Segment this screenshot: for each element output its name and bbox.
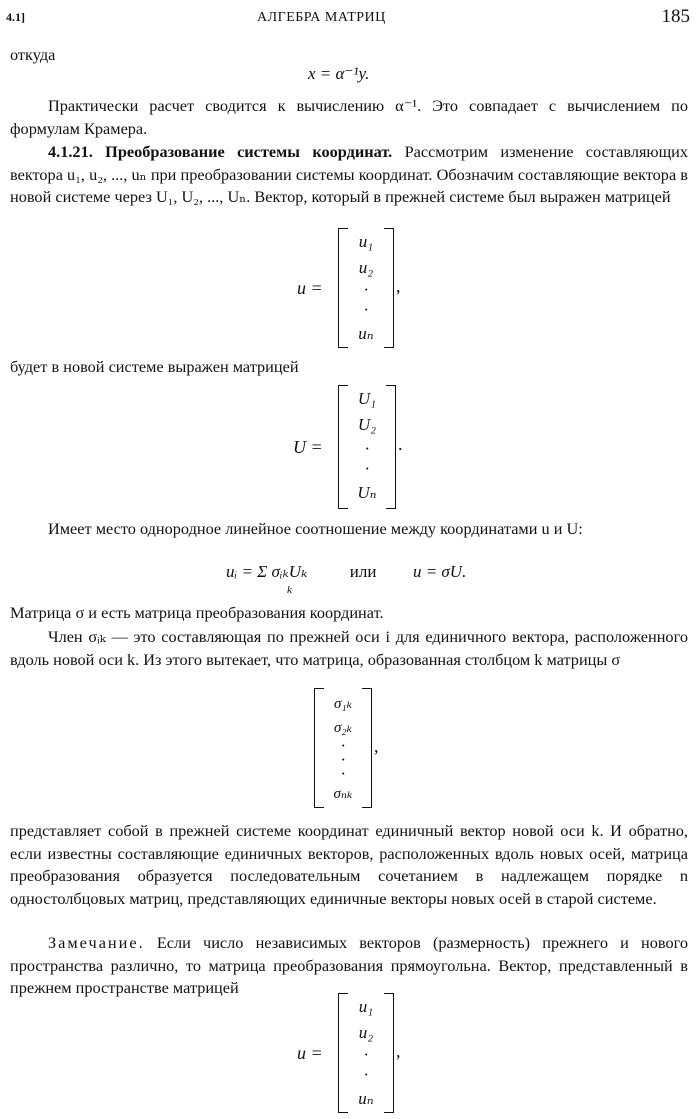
matrix-u-lhs: u = — [297, 278, 323, 298]
matrix-sigma-column — [314, 688, 372, 808]
matrix-u-item-2: u₂ — [358, 258, 374, 277]
paragraph-remark — [10, 932, 688, 1000]
matrix-U-lhs: U = — [293, 437, 323, 457]
chapter-title: АЛГЕБРА МАТРИЦ — [257, 10, 386, 25]
matrix-U-item-4: · — [364, 459, 370, 478]
page-number: 185 — [661, 6, 690, 27]
matrix-U — [338, 385, 396, 509]
paragraph-sigma-matrix: Матрица σ и есть матрица преобразования координат. — [10, 603, 384, 622]
equation-matrix-part: u = σU. — [412, 562, 467, 581]
matrix-sigma-item-6: σₙₖ — [333, 786, 353, 802]
running-header — [0, 4, 700, 30]
remark-body: Если число независимых векторов (размерность) прежнего и нового пространства различно, то матрица преобразования прямоугольна. Вектор, представленный в прежнем пространстве матрицей — [10, 933, 689, 998]
section-heading: 4.1.21. Преобразование системы координат. — [48, 142, 393, 161]
matrix-sigma-item-4: · — [340, 750, 346, 769]
matrix-u — [338, 228, 394, 348]
matrix-sigma-punct: , — [374, 736, 379, 756]
matrix-sigma-item-2: σ₂ₖ — [333, 720, 353, 736]
matrix-u2-item-2: u₂ — [358, 1023, 374, 1042]
matrix-u-item-5: uₙ — [358, 324, 374, 343]
matrix-sigma-item-3: · — [340, 736, 346, 755]
paragraph-practical: Практически расчет сводится к вычислению α⁻¹. Это совпадает с вычислением по формулам Крамера. — [10, 96, 688, 138]
matrix-u2-punct: , — [396, 1041, 401, 1061]
matrix-U-item-5: Uₙ — [357, 483, 377, 502]
equation-sum-part: uᵢ = Σ σᵢₖUₖ — [226, 562, 308, 581]
matrix-sigma-item-5: · — [340, 764, 346, 783]
equation-or: или — [349, 562, 377, 581]
paragraph-new-system: будет в новой системе выражен матрицей — [10, 357, 299, 376]
section-body: Рассмотрим изменение составляющих вектора u₁, u₂, ..., uₙ при преобразовании системы координат. Обозначим составляющие вектора в новой системе через U₁, U₂, ..., Uₙ. Вектор, который в прежней системе был выражен матрицей — [10, 142, 688, 207]
paragraph-linear-relation: Имеет место однородное линейное соотношение между координатами u и U: — [48, 519, 583, 538]
matrix-u-item-4: · — [363, 300, 369, 319]
matrix-u2 — [338, 993, 394, 1113]
matrix-u2-item-3: · — [363, 1045, 369, 1064]
paragraph-otkuda: откуда — [10, 45, 56, 64]
matrix-u-item-1: u₁ — [358, 232, 374, 251]
matrix-u2-item-4: · — [363, 1065, 369, 1084]
section-number: 4.1] — [6, 10, 25, 24]
matrix-U-item-3: · — [364, 439, 370, 458]
remark-lead: Замечание. — [48, 933, 145, 952]
matrix-u2-lhs: u = — [297, 1043, 323, 1063]
paragraph-sigma-element: Член σᵢₖ — это составляющая по прежней оси i для единичного вектора, расположенного вдоль новой оси k. Из этого вытекает, что матрица, образованная столбцом k матрицы σ — [10, 627, 688, 669]
matrix-U-item-2: U₂ — [357, 415, 377, 434]
paragraph-coordinate-transform — [10, 141, 688, 209]
equation-x-inverse: x = α⁻¹y. — [308, 64, 370, 83]
matrix-u2-item-1: u₁ — [358, 997, 374, 1016]
matrix-U-item-1: U₁ — [357, 389, 377, 408]
paragraph-unit-vector: представляет собой в прежней системе координат единичный вектор новой оси k. И обратно, если известны составляющие единичных векторов, расположенных вдоль новых осей, матрица преобразования образуется последовательным сочетанием в надлежащем порядке n одностолбцовых матриц, представляющих единичные векторы новых осей в старой системе. — [10, 821, 688, 908]
matrix-sigma-item-1: σ₁ₖ — [333, 696, 353, 712]
matrix-U-punct: . — [398, 434, 403, 454]
matrix-u-item-3: · — [363, 280, 369, 299]
matrix-u-punct: , — [396, 276, 401, 296]
matrix-u2-item-5: uₙ — [358, 1089, 374, 1108]
equation-linear-relation — [226, 562, 466, 582]
equation-sum-index: k — [287, 584, 292, 596]
